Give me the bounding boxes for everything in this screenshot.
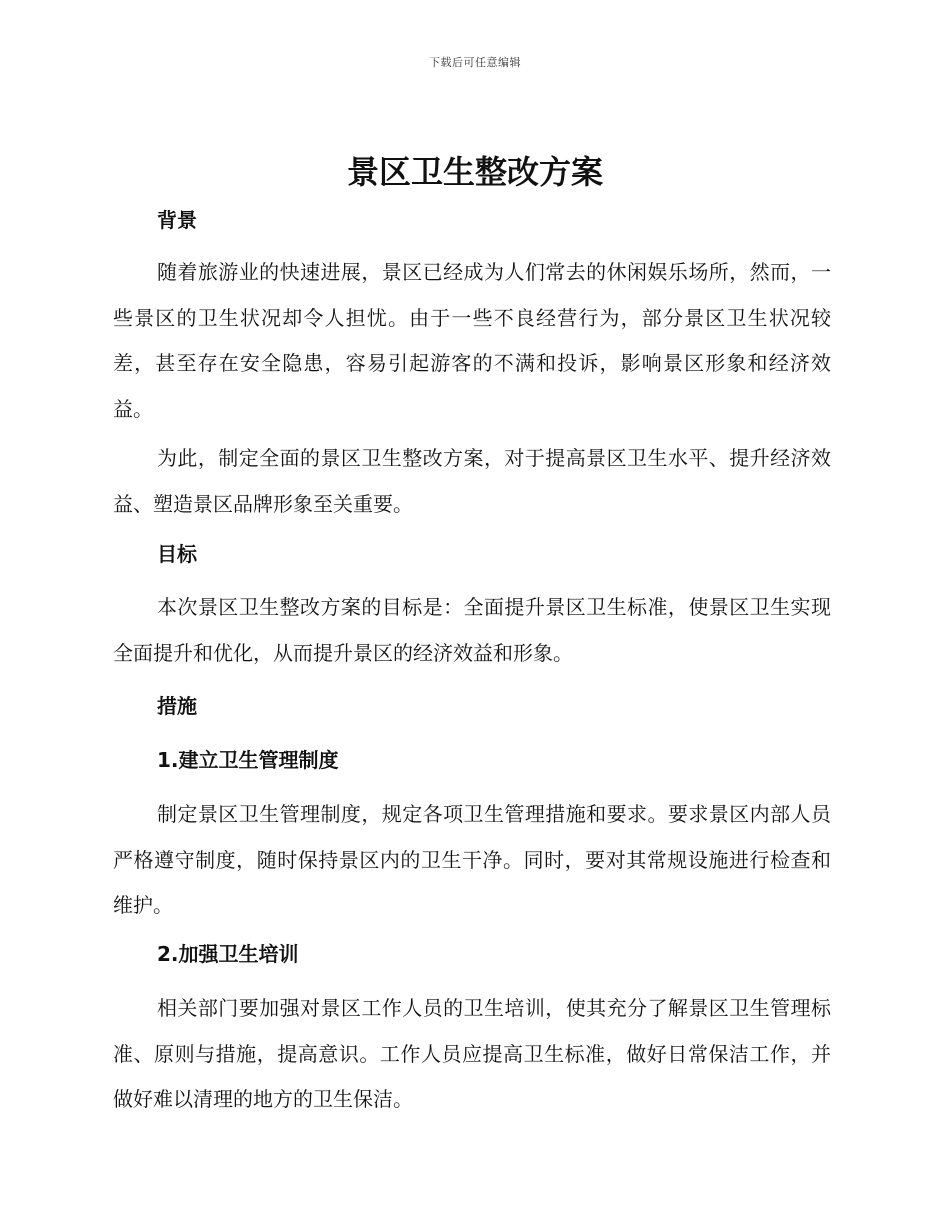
goal-paragraph-1: 本次景区卫生整改方案的目标是：全面提升景区卫生标准，使景区卫生实现全面提升和优化，从而提升景区的经济效益和形象。 <box>113 595 831 665</box>
section-heading-goal: 目标 <box>157 542 197 566</box>
section-heading-background: 背景 <box>157 208 197 232</box>
background-paragraph-2: 为此，制定全面的景区卫生整改方案，对于提高景区卫生水平、提升经济效益、塑造景区品牌形象至关重要。 <box>113 446 831 516</box>
header-note: 下载后可任意编辑 <box>429 56 521 69</box>
measure-heading-1: 1.建立卫生管理制度 <box>157 748 339 772</box>
measure-heading-2: 2.加强卫生培训 <box>157 942 299 966</box>
document-title: 景区卫生整改方案 <box>346 153 603 191</box>
background-paragraph-1: 随着旅游业的快速进展，景区已经成为人们常去的休闲娱乐场所，然而，一些景区的卫生状况却令人担忧。由于一些不良经营行为，部分景区卫生状况较差，甚至存在安全隐患，容易引起游客的不满和投诉，影响景区形象和经济效益。 <box>113 260 831 421</box>
section-heading-measures: 措施 <box>157 694 197 718</box>
measure-paragraph-1: 制定景区卫生管理制度，规定各项卫生管理措施和要求。要求景区内部人员严格遵守制度，随时保持景区内的卫生干净。同时，要对其常规设施进行检查和维护。 <box>113 802 831 917</box>
measure-paragraph-2: 相关部门要加强对景区工作人员的卫生培训，使其充分了解景区卫生管理标准、原则与措施，提高意识。工作人员应提高卫生标准，做好日常保洁工作，并做好难以清理的地方的卫生保洁。 <box>113 996 831 1111</box>
